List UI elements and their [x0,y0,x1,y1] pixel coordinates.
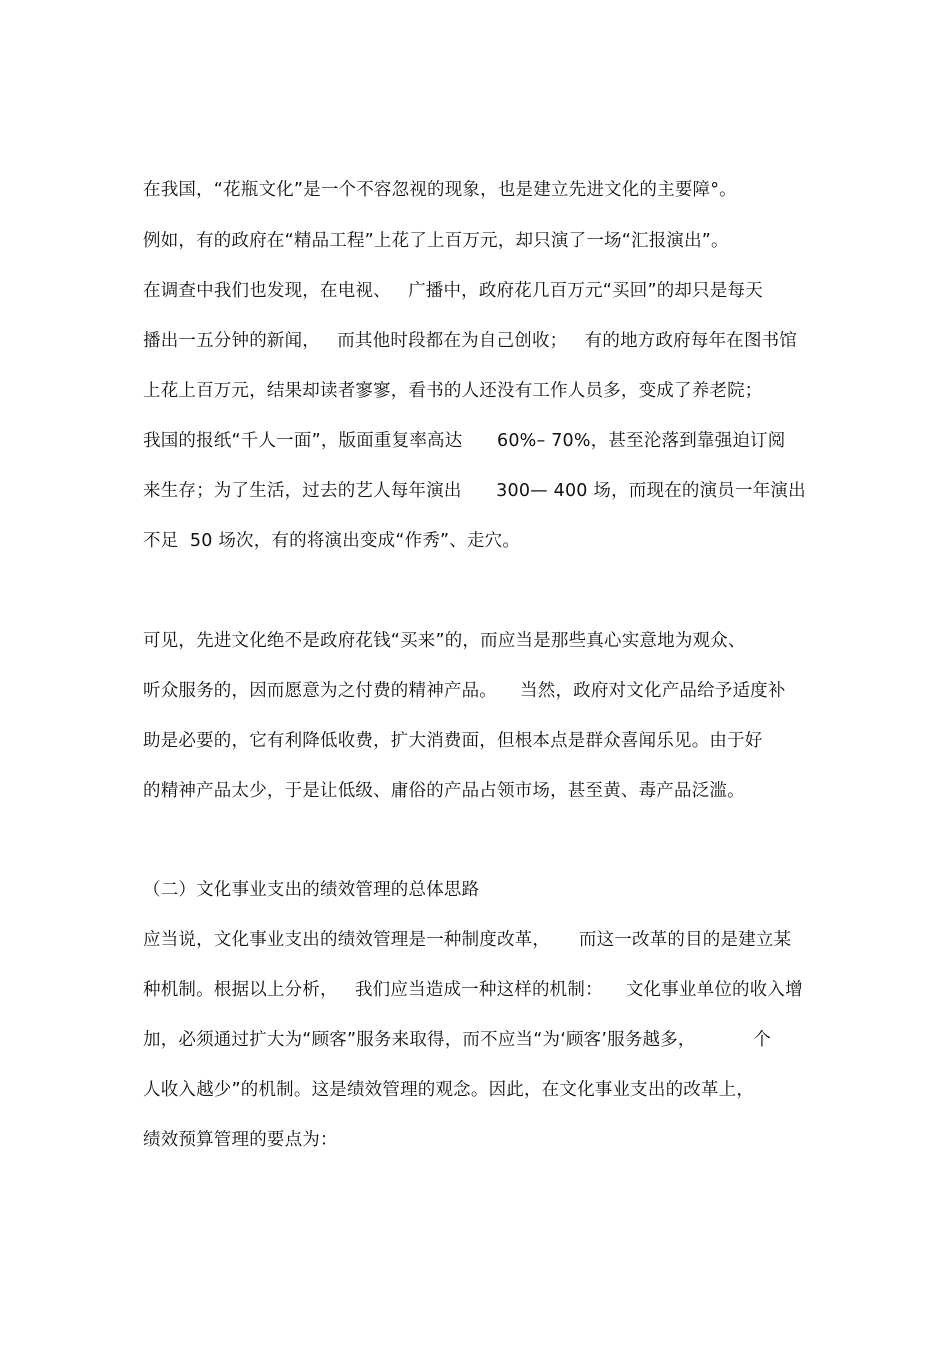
text-line: 我国的报纸“千人一面”，版面重复率高达 60%– 70%，甚至沦落到靠强迫订阅 [143,431,786,451]
text-line: 在调查中我们也发现，在电视、 广播中，政府花几百万元“买回”的却只是每天 [143,281,763,301]
text-line: 上花上百万元，结果却读者寥寥，看书的人还没有工作人员多，变成了养老院； [143,381,763,401]
text-line: 可见，先进文化绝不是政府花钱“买来”的，而应当是那些真心实意地为观众、 [143,631,746,651]
text-line: 种机制。根据以上分析， 我们应当造成一种这样的机制： 文化事业单位的收入增 [143,980,803,1000]
text-line: 绩效预算管理的要点为： [143,1130,338,1150]
section-heading: （二）文化事业支出的绩效管理的总体思路 [143,880,480,900]
text-line: 应当说，文化事业支出的绩效管理是一种制度改革， 而这一改革的目的是建立某 [143,930,792,950]
text-line: 助是必要的，它有利降低收费，扩大消费面，但根本点是群众喜闻乐见。由于好 [143,731,763,751]
text-line: 不足 50 场次，有的将演出变成“作秀”、走穴。 [143,531,521,551]
text-line: 听众服务的，因而愿意为之付费的精神产品。 当然，政府对文化产品给予适度补 [143,681,786,701]
text-line: 加，必须通过扩大为“顾客”服务来取得，而不应当“为‘顾客’服务越多， 个 [143,1030,771,1050]
text-line: 来生存；为了生活，过去的艺人每年演出 300— 400 场，而现在的演员一年演出 [143,481,806,501]
text-line: 人收入越少”的机制。这是绩效管理的观念。因此，在文化事业支出的改革上， [143,1080,755,1100]
text-line: 例如，有的政府在“精品工程”上花了上百万元，却只演了一场“汇报演出”。 [143,231,729,251]
text-line: 在我国，“花瓶文化”是一个不容忽视的现象，也是建立先进文化的主要障°。 [143,180,737,200]
text-line: 的精神产品太少，于是让低级、庸俗的产品占领市场，甚至黄、毒产品泛滥。 [143,781,745,801]
text-line: 播出一五分钟的新闻， 而其他时段都在为自己创收； 有的地方政府每年在图书馆 [143,331,798,351]
